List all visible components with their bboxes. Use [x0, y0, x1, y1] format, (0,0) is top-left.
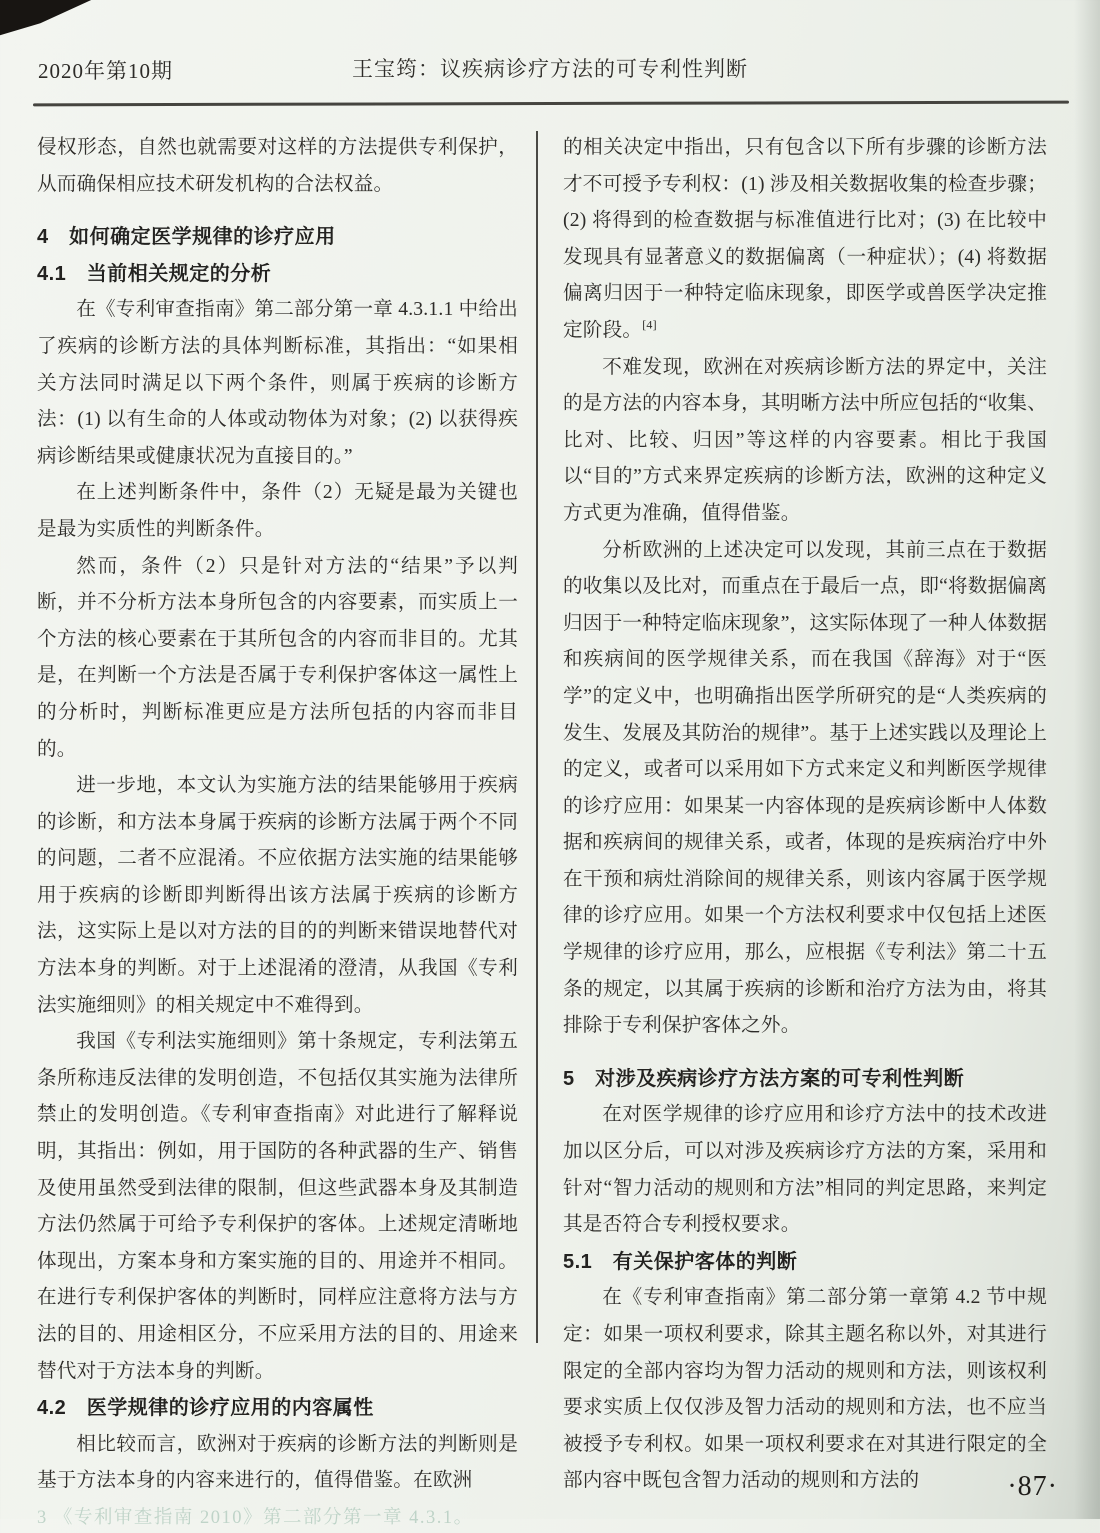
ghost-footnote: 3 《专利审查指南 2010》第二部分第一章 4.3.1。 [37, 1507, 474, 1528]
page-number: ·87· [1007, 1471, 1058, 1502]
paragraph-discover: 不难发现，欧洲在对疾病诊断方法的界定中，关注的是方法的内容本身，其明晰方法中所应包括的“收集、比对、比较、归因”等这样的内容要素。相比于我国以“目的”方式来界定疾病的诊断方法，欧洲的这种定义方式更为准确，值得借鉴。 [563, 356, 1047, 524]
section-heading-4-2: 4.2 医学规律的诊疗应用的内容属性 [37, 1397, 374, 1420]
scan-corner-artifact [0, 0, 96, 40]
paragraph-condition2: 在上述判断条件中，条件（2）无疑是最为关键也是最为实质性的判断条件。 [37, 482, 518, 540]
journal-issue-label: 2020年第10期 [38, 59, 173, 83]
section-heading-5: 5 对涉及疾病诊疗方法方案的可专利性判断 [563, 1067, 965, 1090]
paragraph-analysis: 分析欧洲的上述决定可以发现，其前三点在于数据的收集以及比对，而重点在于最后一点，即“将数据偏离归因于一种特定临床现象”，这实际体现了一种人体数据和疾病间的医学规律关系，而在我国《辞海》对于“医学”的定义中，也明确指出医学所研究的是“人类疾病的发生、发展及其防治的规律”。基于上述实践以及理论上的定义，或者可以采用如下方式来定义和判断医学规律的诊疗应用：如果某一内容体现的是疾病诊断中人体数据和疾病间的规律关系，或者，体现的是疾病治疗中外在干预和病灶消除间的规律关系，则该内容属于医学规律的诊疗应用。如果一个方法权利要求中仅包括上述医学规律的诊疗应用，那么，应根据《专利法》第二十五条的规定，以其属于疾病的诊断和治疗方法为由，将其排除于专利保护客体之外。 [563, 539, 1047, 1037]
paragraph-guideline-criteria: 在《专利审查指南》第二部分第一章 4.3.1.1 中给出了疾病的诊断方法的具体判断标准，其指出：“如果相关方法同时满足以下两个条件，则属于疾病的诊断方法：(1) 以有生命的人体或动物体为对象；(2) 以获得疾病诊断结果或健康状况为直接目的。” [37, 299, 518, 467]
section-heading-5-1: 5.1 有关保护客体的判断 [563, 1250, 798, 1273]
column-divider [536, 131, 538, 1343]
section-heading-4: 4 如何确定医学规律的诊疗应用 [37, 226, 336, 249]
paragraph-rule10: 我国《专利法实施细则》第十条规定，专利法第五条所称违反法律的发明创造，不包括仅其实施为法律所禁止的发明创造。《专利审查指南》对此进行了解释说明，其指出：例如，用于国防的各种武器的生产、销售及使用虽然受到法律的限制，但这些武器本身及其制造方法仍然属于可给予专利保护的客体。上述规定清晰地体现出，方案本身和方案实施的目的、用途并不相同。在进行专利保护客体的判断时，同样应注意将方法与方法的目的、用途相区分，不应采用方法的目的、用途来替代对于方法本身的判断。 [37, 1031, 518, 1382]
right-column [563, 130, 1047, 1500]
paragraph-further: 进一步地，本文认为实施方法的结果能够用于疾病的诊断，和方法本身属于疾病的诊断方法属于两个不同的问题，二者不应混淆。不应依据方法实施的结果能够用于疾病的诊断即判断得出该方法属于疾病的诊断方法，这实际上是以对方法的目的的判断来错误地替代对方法本身的判断。对于上述混淆的澄清，从我国《专利法实施细则》的相关规定中不难得到。 [37, 775, 518, 1016]
running-title: 王宝筠：议疾病诊疗方法的可专利性判断 [352, 57, 748, 81]
paragraph-continuation: 侵权形态，自然也就需要对这样的方法提供专利保护，从而确保相应技术研发机构的合法权益。 [37, 137, 518, 195]
page-edge-shade [1074, 0, 1100, 1519]
header-rule [33, 101, 1069, 106]
paragraph-diagnosis-steps-text: 的相关决定中指出，只有包含以下所有步骤的诊断方法才不可授予专利权：(1) 涉及相关数据收集的检查步骤；(2) 将得到的检查数据与标准值进行比对；(3) 在比较中发现具有显著意义的数据偏离（一种症状）；(4) 将数据偏离归因于一种特定临床现象，即医学或兽医学决定推定阶段。 [563, 137, 1047, 341]
paragraph-distinguish: 在对医学规律的诊疗应用和诊疗方法中的技术改进加以区分后，可以对涉及疾病诊疗方法的方案，采用和针对“智力活动的规则和方法”相同的判定思路，来判定其是否符合专利授权要求。 [563, 1104, 1047, 1236]
paragraph-guideline-4-2: 在《专利审查指南》第二部分第一章第 4.2 节中规定：如果一项权利要求，除其主题名称以外，对其进行限定的全部内容均为智力活动的规则和方法，则该权利要求实质上仅仅涉及智力活动的规则和方法，也不应当被授予专利权。如果一项权利要求在对其进行限定的全部内容中既包含智力活动的规则和方法的 [563, 1287, 1047, 1492]
section-heading-4-1: 4.1 当前相关规定的分析 [37, 262, 272, 285]
paragraph-europe: 相比较而言，欧洲对于疾病的诊断方法的判断则是基于方法本身的内容来进行的，值得借鉴。在欧洲 [37, 1433, 518, 1492]
paragraph-diagnosis-steps [563, 130, 1047, 350]
paragraph-however: 然而，条件（2）只是针对方法的“结果”予以判断，并不分析方法本身所包含的内容要素，而实质上一个方法的核心要素在于其所包含的内容而非目的。尤其是，在判断一个方法是否属于专利保护客体这一属性上的分析时，判断标准更应是方法所包括的内容而非目的。 [37, 555, 518, 760]
footnote-ref-4: [4] [642, 317, 657, 332]
left-column [37, 130, 518, 1533]
